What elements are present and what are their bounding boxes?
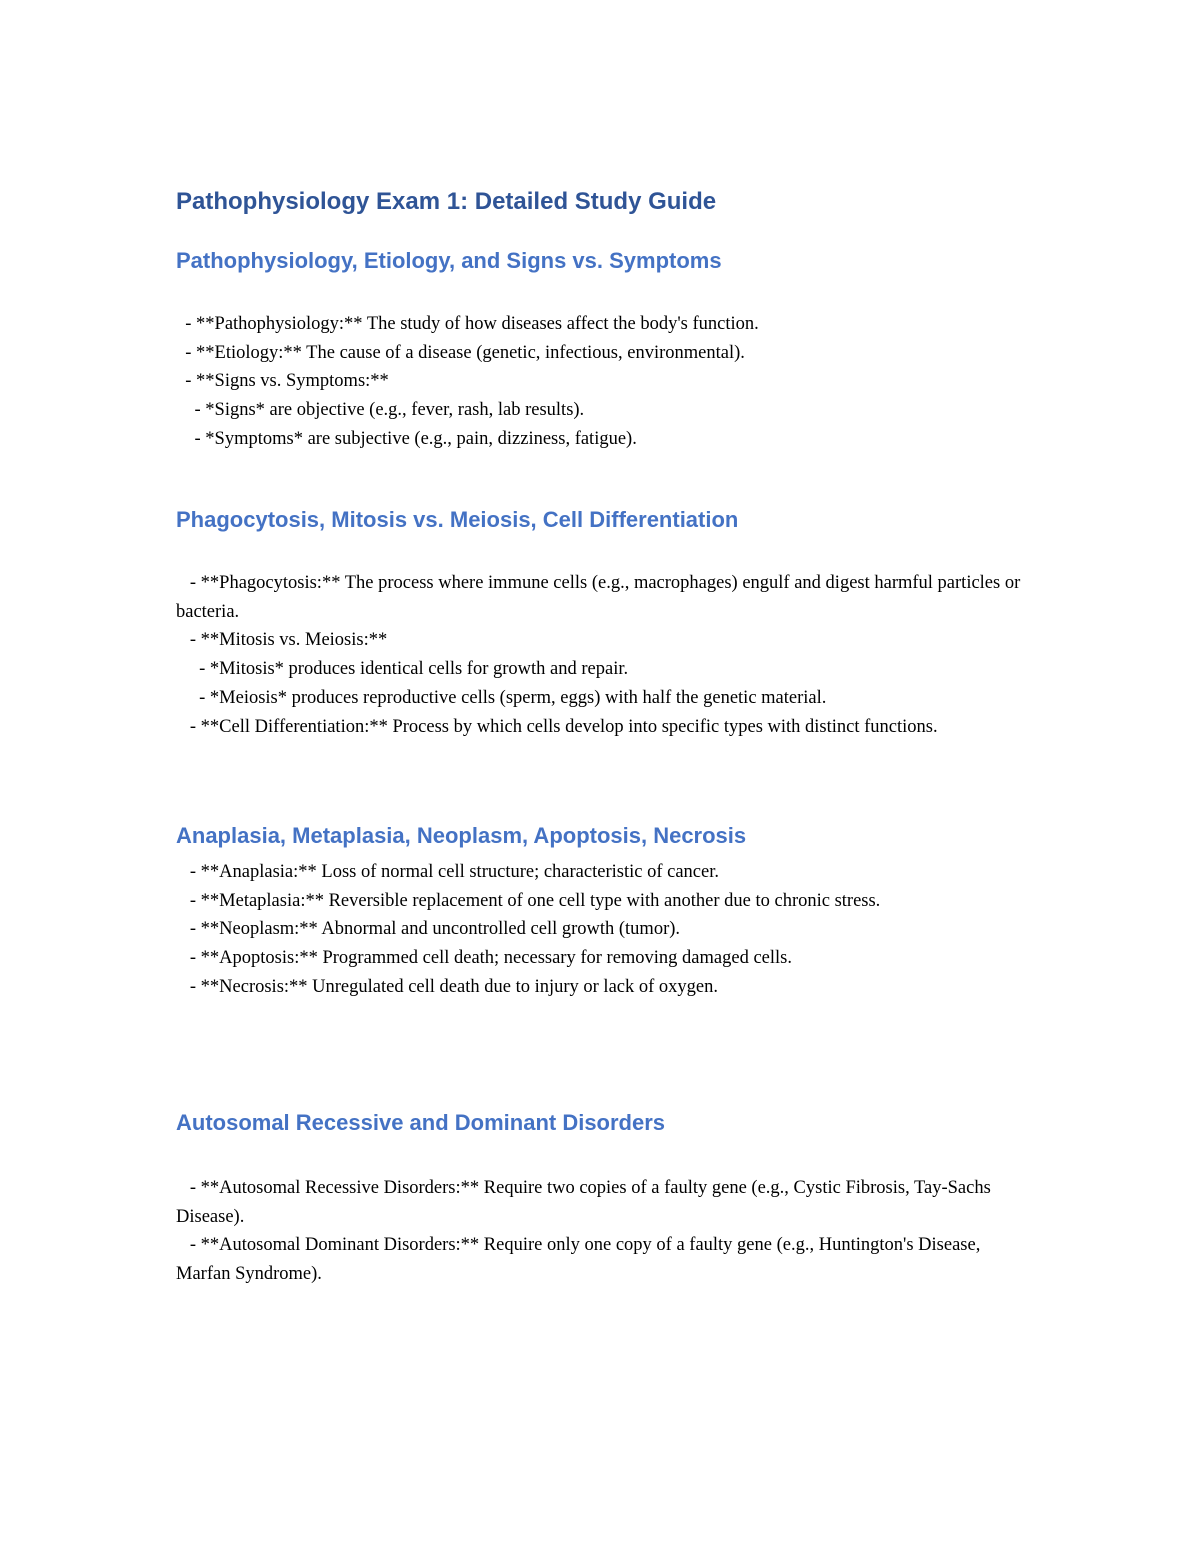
section-heading-genetic-disorders: Autosomal Recessive and Dominant Disorders: [176, 1110, 666, 1135]
section-body-cell-changes: [176, 858, 1036, 1002]
list-item: - **Pathophysiology:** The study of how diseases affect the body's function.: [176, 314, 759, 334]
list-item: - *Meiosis* produces reproductive cells (sperm, eggs) with half the genetic material.: [176, 687, 827, 708]
list-item: - **Metaplasia:** Reversible replacement of one cell type with another due to chronic stress.: [176, 890, 881, 911]
section-heading-cell-processes: Phagocytosis, Mitosis vs. Meiosis, Cell Differentiation: [176, 507, 739, 532]
list-item: - **Cell Differentiation:** Process by which cells develop into specific types with distinct functions.: [176, 716, 938, 737]
list-item: - **Mitosis vs. Meiosis:**: [176, 630, 388, 651]
list-item: - **Signs vs. Symptoms:**: [176, 371, 389, 392]
list-item: - **Autosomal Dominant Disorders:** Require only one copy of a faulty gene (e.g., Huntington's Disease, Marfan Syndrome).: [176, 1235, 985, 1285]
list-item: - **Etiology:** The cause of a disease (genetic, infectious, environmental).: [176, 342, 745, 363]
list-item: - *Mitosis* produces identical cells for growth and repair.: [176, 659, 629, 680]
list-item: - **Apoptosis:** Programmed cell death; necessary for removing damaged cells.: [176, 948, 792, 969]
section-heading-signs-symptoms: Pathophysiology, Etiology, and Signs vs. Symptoms: [176, 248, 722, 273]
list-item: - *Symptoms* are subjective (e.g., pain, dizziness, fatigue).: [176, 428, 637, 449]
document-title: Pathophysiology Exam 1: Detailed Study Guide: [176, 188, 717, 215]
list-item: - *Signs* are objective (e.g., fever, rash, lab results).: [176, 400, 585, 421]
section-body-genetic-disorders: [176, 1174, 1036, 1289]
section-heading-cell-changes: Anaplasia, Metaplasia, Neoplasm, Apoptosis, Necrosis: [176, 823, 747, 848]
list-item: - **Autosomal Recessive Disorders:** Require two copies of a faulty gene (e.g., Cystic Fibrosis, Tay-Sachs Disease).: [176, 1178, 996, 1227]
list-item: - **Phagocytosis:** The process where immune cells (e.g., macrophages) engulf and digest harmful particles or bacteria.: [176, 573, 1025, 622]
section-body-signs-symptoms: [176, 310, 1036, 454]
list-item: - **Anaplasia:** Loss of normal cell structure; characteristic of cancer.: [176, 862, 719, 882]
section-body-cell-processes: [176, 569, 1036, 741]
list-item: - **Neoplasm:** Abnormal and uncontrolled cell growth (tumor).: [176, 919, 681, 940]
list-item: - **Necrosis:** Unregulated cell death due to injury or lack of oxygen.: [176, 976, 718, 997]
